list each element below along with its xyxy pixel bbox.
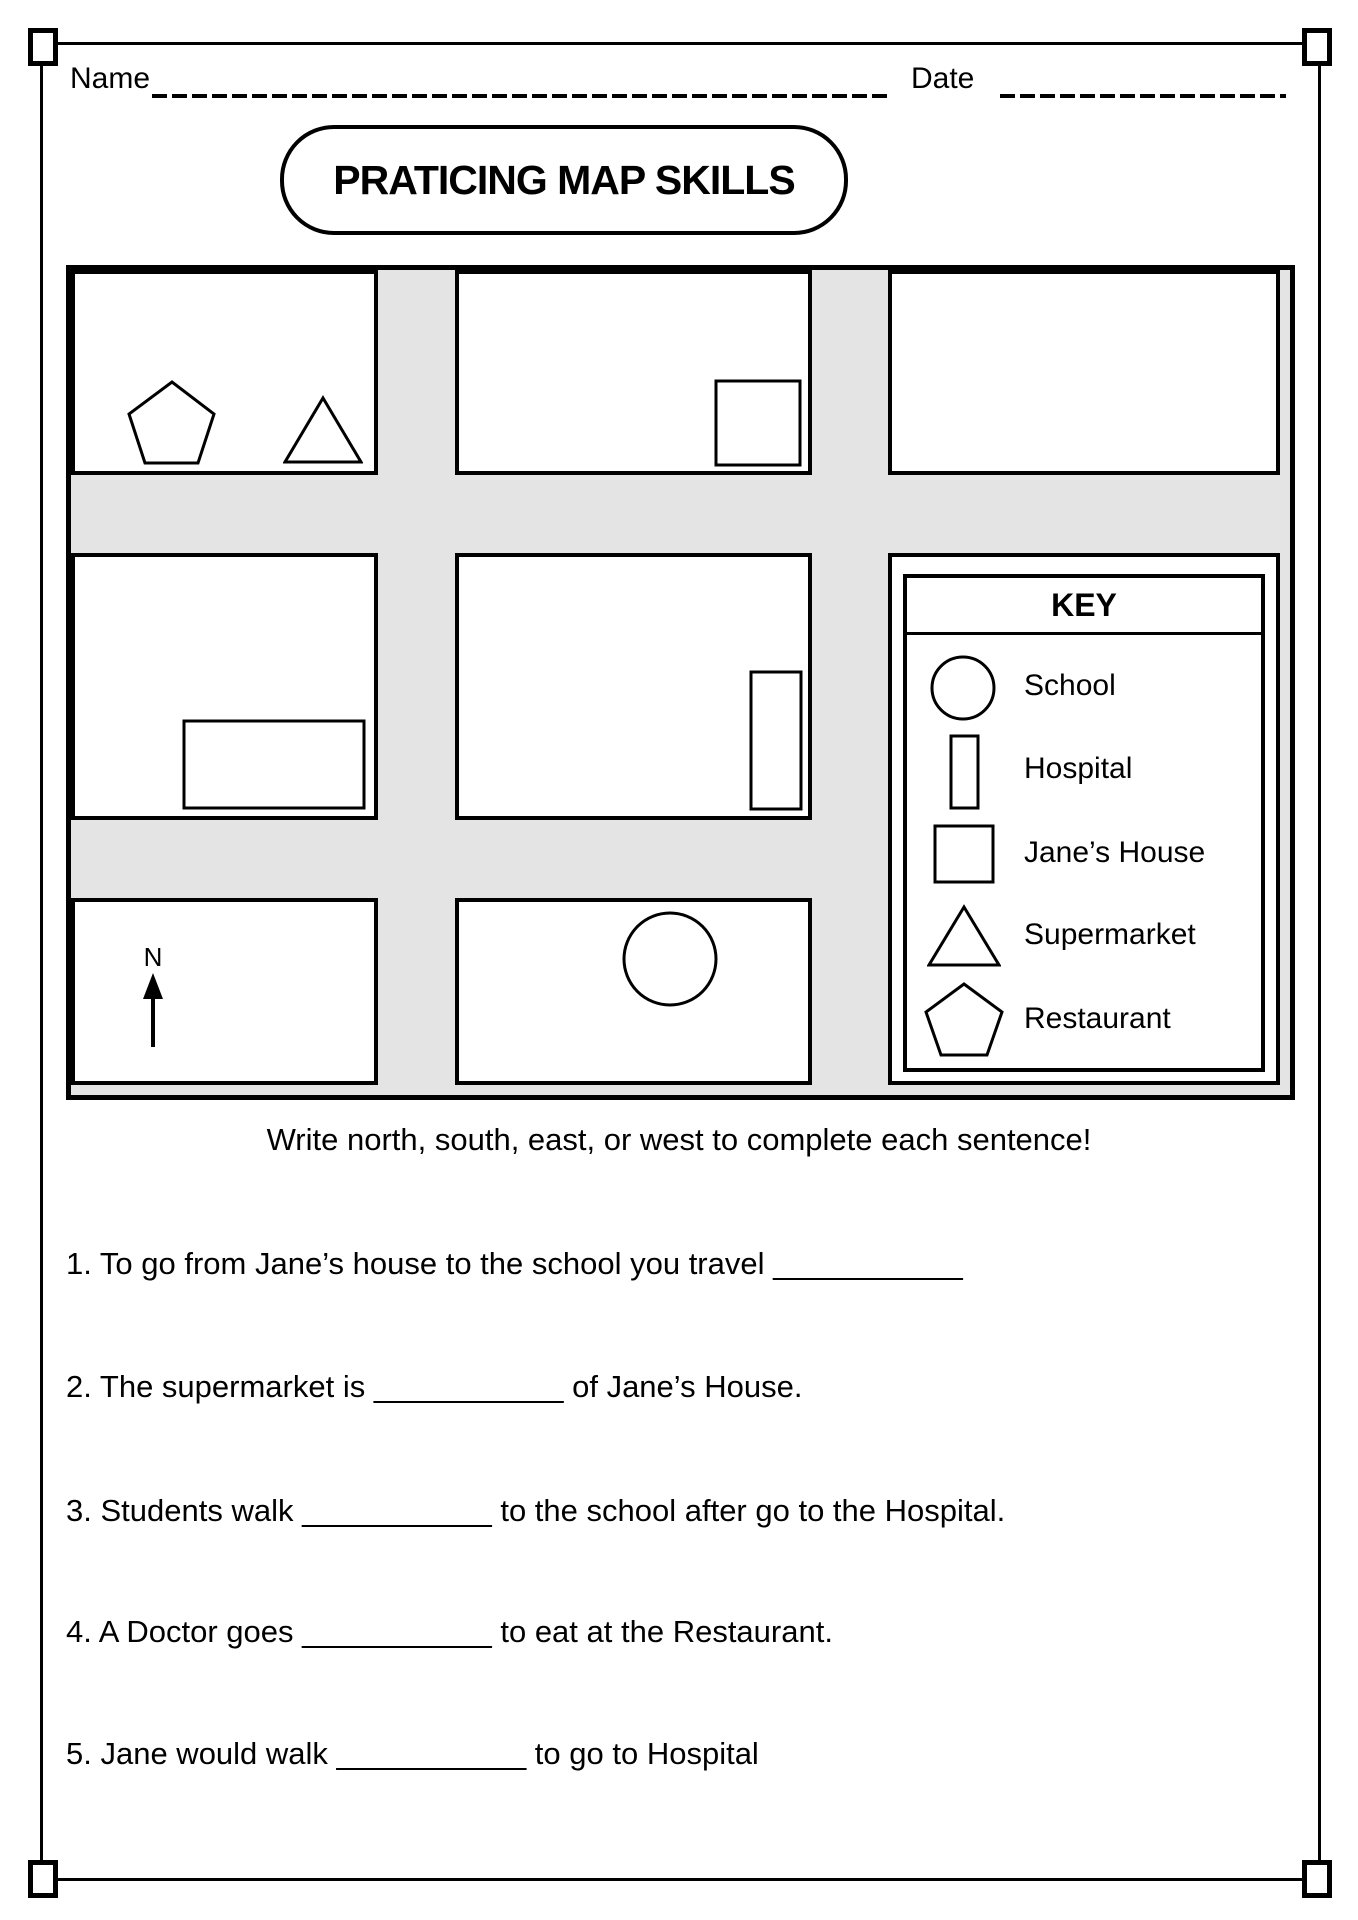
supermarket-triangle-shape bbox=[283, 395, 363, 465]
restaurant-pentagon-shape bbox=[127, 380, 217, 466]
map-key bbox=[903, 574, 1265, 1072]
hospital-legend-rect-icon bbox=[949, 734, 980, 810]
key-title: KEY bbox=[1051, 586, 1117, 623]
date-label: Date bbox=[911, 62, 975, 95]
janes-house-square-shape bbox=[714, 379, 802, 467]
hospital-rect-shape bbox=[749, 670, 803, 811]
wide-building-rect-shape bbox=[182, 719, 366, 810]
restaurant-legend-pentagon-icon bbox=[924, 982, 1004, 1058]
key-label-restaurant: Restaurant bbox=[1024, 1002, 1171, 1035]
map-block-top-right bbox=[888, 270, 1280, 475]
corner-mark-top-left bbox=[28, 28, 58, 66]
map-block-top-left bbox=[71, 270, 378, 475]
map-block-bottom-middle bbox=[455, 898, 812, 1085]
question-3: 3. Students walk ___________ to the school after go to the Hospital. bbox=[66, 1493, 1006, 1528]
name-label: Name bbox=[70, 62, 151, 95]
title-banner bbox=[280, 125, 848, 235]
key-label-school: School bbox=[1024, 669, 1116, 702]
supermarket-legend-triangle-icon bbox=[927, 904, 1001, 968]
north-arrow-icon bbox=[130, 973, 176, 1051]
key-label-supermarket: Supermarket bbox=[1024, 918, 1196, 951]
question-5: 5. Jane would walk ___________ to go to Hospital bbox=[66, 1736, 759, 1771]
corner-mark-bottom-right bbox=[1302, 1860, 1332, 1898]
name-blank-line bbox=[152, 94, 887, 98]
key-header bbox=[907, 578, 1261, 635]
school-circle-shape bbox=[621, 910, 719, 1008]
key-label-janes-house: Jane’s House bbox=[1024, 836, 1206, 869]
map-block-middle-middle bbox=[455, 553, 812, 820]
city-map bbox=[66, 265, 1295, 1100]
map-block-middle-left bbox=[71, 553, 378, 820]
question-2: 2. The supermarket is ___________ of Jane’s House. bbox=[66, 1369, 803, 1404]
corner-mark-bottom-left bbox=[28, 1860, 58, 1898]
instruction-text: Write north, south, east, or west to complete each sentence! bbox=[266, 1122, 1092, 1157]
north-label: N bbox=[143, 942, 163, 972]
map-block-top-middle bbox=[455, 270, 812, 475]
janes-house-legend-square-icon bbox=[933, 824, 995, 884]
map-block-bottom-left bbox=[71, 898, 378, 1085]
page-title: PRATICING MAP SKILLS bbox=[333, 156, 795, 203]
question-1: 1. To go from Jane’s house to the school you travel ___________ bbox=[66, 1246, 963, 1281]
north-arrow bbox=[130, 942, 176, 1051]
key-label-hospital: Hospital bbox=[1024, 752, 1133, 785]
school-legend-circle-icon bbox=[930, 655, 996, 721]
corner-mark-top-right bbox=[1302, 28, 1332, 66]
question-4: 4. A Doctor goes ___________ to eat at the Restaurant. bbox=[66, 1614, 833, 1649]
date-blank-line bbox=[1000, 94, 1286, 98]
